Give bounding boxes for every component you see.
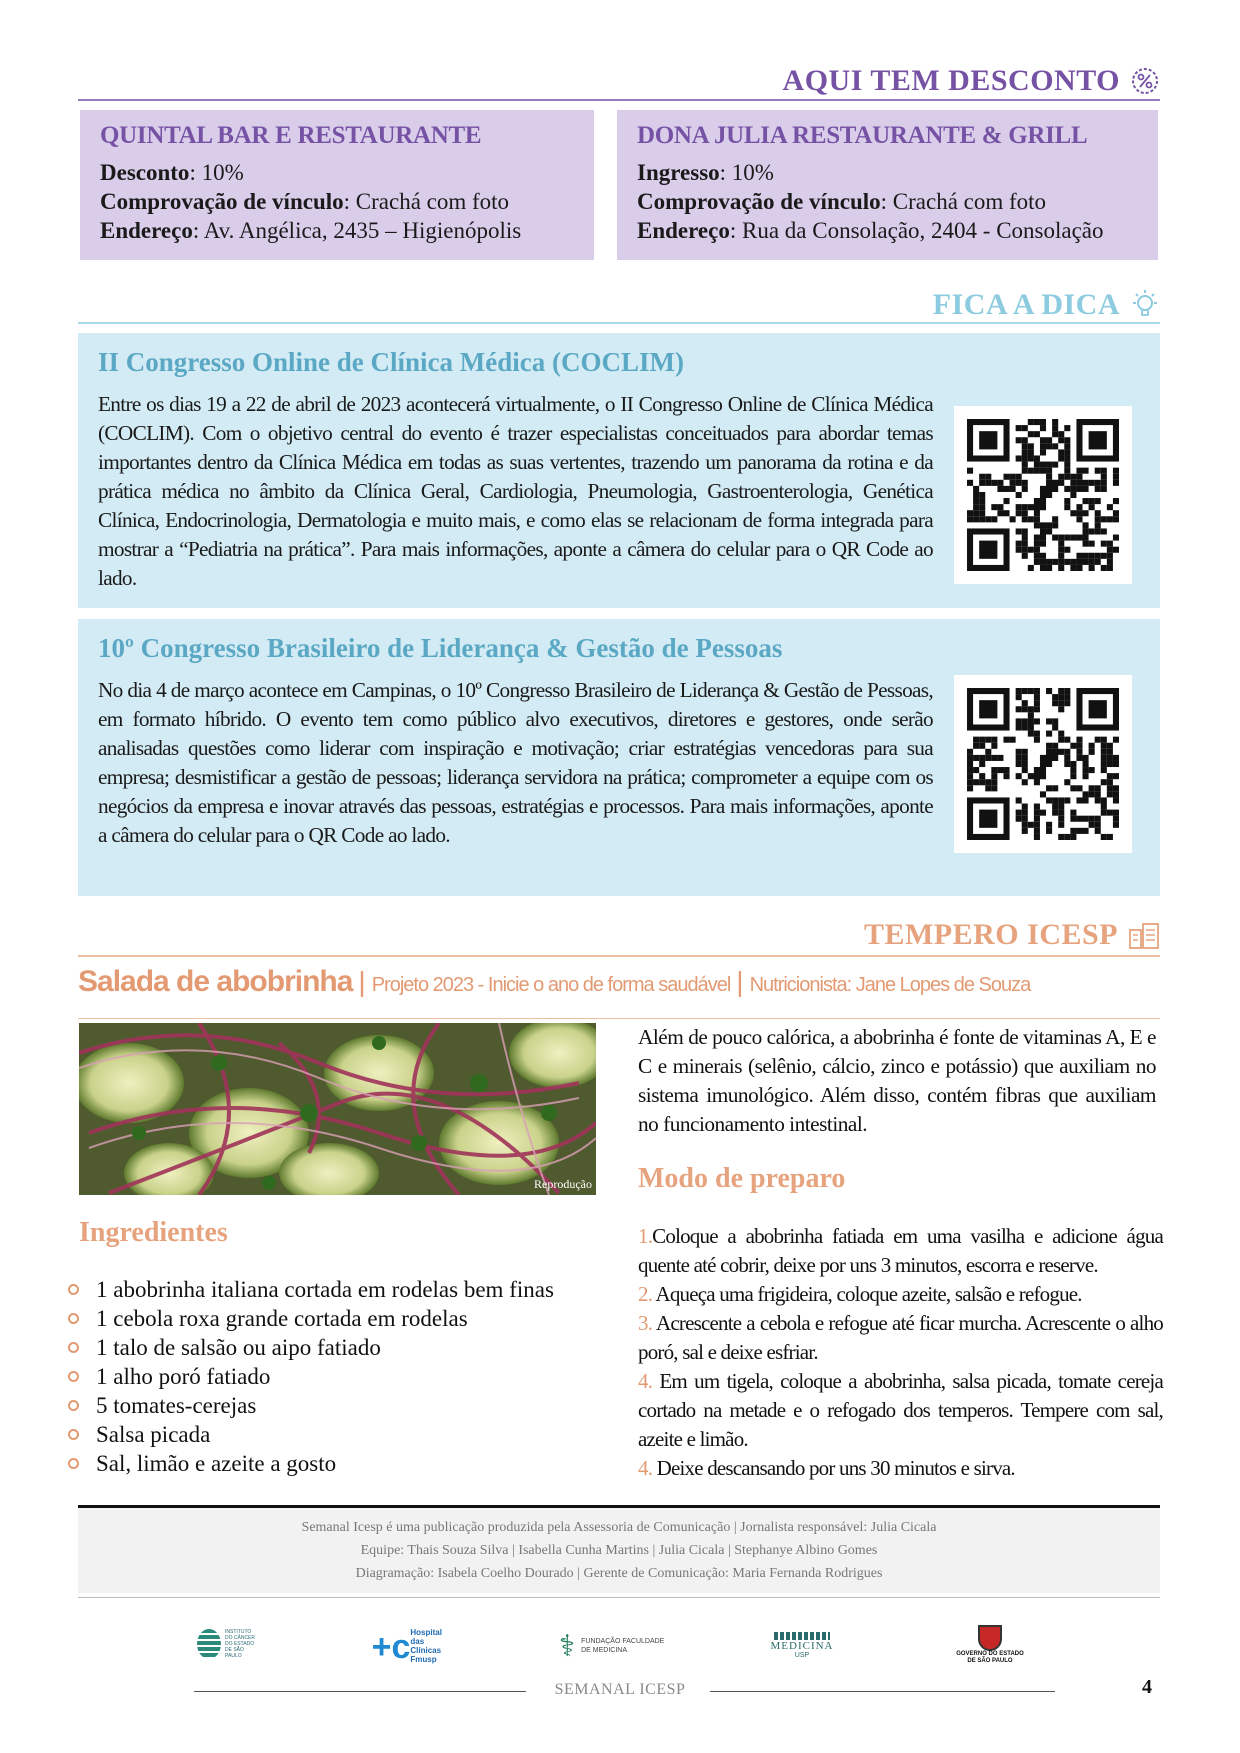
bullet-icon [68,1313,79,1324]
ffm-logo: ⚕ FUNDAÇÃO FACULDADE DE MEDICINA [558,1628,665,1664]
proof-line: Comprovação de vínculo: Crachá com foto [637,189,1047,214]
ingredients-title: Ingredientes [79,1217,228,1248]
list-item: 1 cebola roxa grande cortada em rodelas [68,1304,554,1333]
recipe-header: Salada de abobrinha | Projeto 2023 - Inicie o ano de forma saudável | Nutricionista: Jane Lopes de Souza [78,965,1031,998]
address-line: Endereço: Av. Angélica, 2435 – Higienópolis [100,218,522,243]
method-title: Modo de preparo [638,1163,846,1194]
logo-strip [0,1622,1240,1682]
percent-badge-icon [1130,66,1160,96]
method-steps [638,1222,1163,1483]
discount-line: Desconto: 10% [100,160,244,185]
recipe-photo [79,1023,596,1195]
qr-code-icon [967,688,1119,840]
address-line: Endereço: Rua da Consolação, 2404 - Consolação [637,218,1104,243]
step-item: 2. Aqueça uma frigideira, coloque azeite, salsão e refogue. [638,1282,1082,1306]
recipe-section-title: TEMPERO ICESP [864,918,1160,952]
discount-card-quintal [80,110,594,260]
entry-line: Ingresso: 10% [637,160,774,185]
qr-code-icon [967,419,1119,571]
bullet-icon [68,1429,79,1440]
list-item: 1 talo de salsão ou aipo fatiado [68,1333,554,1362]
recipe-project: Projeto 2023 - Inicie o ano de forma saudável [371,974,731,996]
bullet-icon [68,1458,79,1469]
gov-sp-logo: GOVERNO DO ESTADO DE SÃO PAULO [950,1622,1030,1668]
list-item: 5 tomates-cerejas [68,1391,554,1420]
page-number: 4 [1142,1676,1152,1698]
hc-logo: +c Hospital das Clínicas Fmusp [371,1628,442,1666]
building-icon [1128,920,1160,950]
tips-rule [78,322,1160,324]
credits-line: Equipe: Thais Souza Silva | Isabella Cunha Martins | Julia Cicala | Stephanye Albino Gomes [360,1543,878,1558]
list-item: Salsa picada [68,1420,554,1449]
bullet-icon [68,1284,79,1295]
place-name: DONA JULIA RESTAURANTE & GRILL [637,122,1088,149]
medicina-usp-logo: MEDICINA USP [762,1622,842,1668]
list-item: 1 alho poró fatiado [68,1362,554,1391]
publication-name: SEMANAL ICESP [554,1681,686,1698]
step-item: 3. Acrescente a cebola e refogue até ficar murcha. Acrescente o alho poró, sal e deixe esfriar. [638,1311,1163,1364]
credits-box [78,1508,1160,1593]
discount-card-dona-julia [617,110,1158,260]
tip-title: 10º Congresso Brasileiro de Liderança & Gestão de Pessoas [98,633,783,663]
lightbulb-icon [1130,289,1160,321]
photo-credit: Reprodução [534,1177,592,1191]
recipe-title: Salada de abobrinha [78,965,353,998]
qr-code-lideranca[interactable] [954,675,1132,853]
bullet-icon [68,1371,79,1382]
list-item: Sal, limão e azeite a gosto [68,1449,554,1478]
bullet-icon [68,1400,79,1411]
icesp-logo: INSTITUTO DO CÂNCER DO ESTADO DE SÃO PAULO [196,1624,256,1664]
recipe-nutritionist: Nutricionista: Jane Lopes de Souza [749,974,1031,996]
recipe-intro: Além de pouco calórica, a abobrinha é fonte de vitaminas A, E e C e minerais (selênio, cálcio, zinco e potássio) que auxiliam no sistema imunológico. Além disso, contém fibras que auxiliam no funcionamento intestinal. [638,1025,1156,1136]
place-name: QUINTAL BAR E RESTAURANTE [100,122,482,149]
bullet-icon [68,1342,79,1353]
tip-text: Entre os dias 19 a 22 de abril de 2023 acontecerá virtualmente, o II Congresso Online de Clínica Médica (COCLIM). Com o objetivo central do evento é trazer especialistas conceituados para abordar temas importantes dentro da Clínica Médica em todas as suas vertentes, trazendo um panorama da rotina e da prática médica no âmbito da Clínica Geral, Cardiologia, Pneumologia, Gastroenterologia, Genética Clínica, Endocrinologia, Dermatologia e muito mais, e como elas se relacionam de forma integrada para mostrar a “Pediatria na prática”. Para mais informações, aponte a câmera do celular para o QR Code ao lado. [98,392,933,590]
proof-line: Comprovação de vínculo: Crachá com foto [100,189,510,214]
tip-title: II Congresso Online de Clínica Médica (COCLIM) [98,347,684,377]
step-item: 4. Deixe descansando por uns 30 minutos e sirva. [638,1456,1015,1480]
tip-text: No dia 4 de março acontece em Campinas, o 10º Congresso Brasileiro de Liderança & Gestão de Pessoas, em formato híbrido. O evento tem como público alvo executivos, diretores e gestores, onde serão analisadas questões como liderar com inspiração e motivação; criar estratégias vencedoras para sua empresa; desmistificar a gestão de pessoas; liderança servidora na prática; comprometer a equipe com os negócios da empresa e inovar através das pessoas, estratégias e processos. Para mais informações, aponte a câmera do celular para o QR Code ao lado. [98,678,933,847]
credits-bottom-rule [78,1597,1160,1598]
list-item: 1 abobrinha italiana cortada em rodelas bem finas [68,1275,554,1304]
credits-line: Semanal Icesp é uma publicação produzida pela Assessoria de Comunicação | Jornalista responsável: Julia Cicala [301,1520,937,1535]
recipe-rule [78,955,1160,957]
discount-section-title: AQUI TEM DESCONTO [783,64,1160,98]
ingredients-list [68,1275,554,1478]
tips-section-title: FICA A DICA [933,288,1160,322]
recipe-header-rule [78,1018,1160,1019]
qr-code-coclim[interactable] [954,406,1132,584]
salad-image [79,1023,596,1195]
credits-line: Diagramação: Isabela Coelho Dourado | Gerente de Comunicação: Maria Fernanda Rodrigues [355,1566,883,1581]
step-item: 4. Em um tigela, coloque a abobrinha, salsa picada, tomate cereja cortado na metade e o refogado dos temperos. Tempere com sal, azeite e limão. [638,1369,1163,1451]
step-item: 1.Coloque a abobrinha fatiada em uma vasilha e adicione água quente até cobrir, deixe por uns 3 minutos, escorra e reserve. [638,1224,1163,1277]
discount-rule [78,99,1160,101]
